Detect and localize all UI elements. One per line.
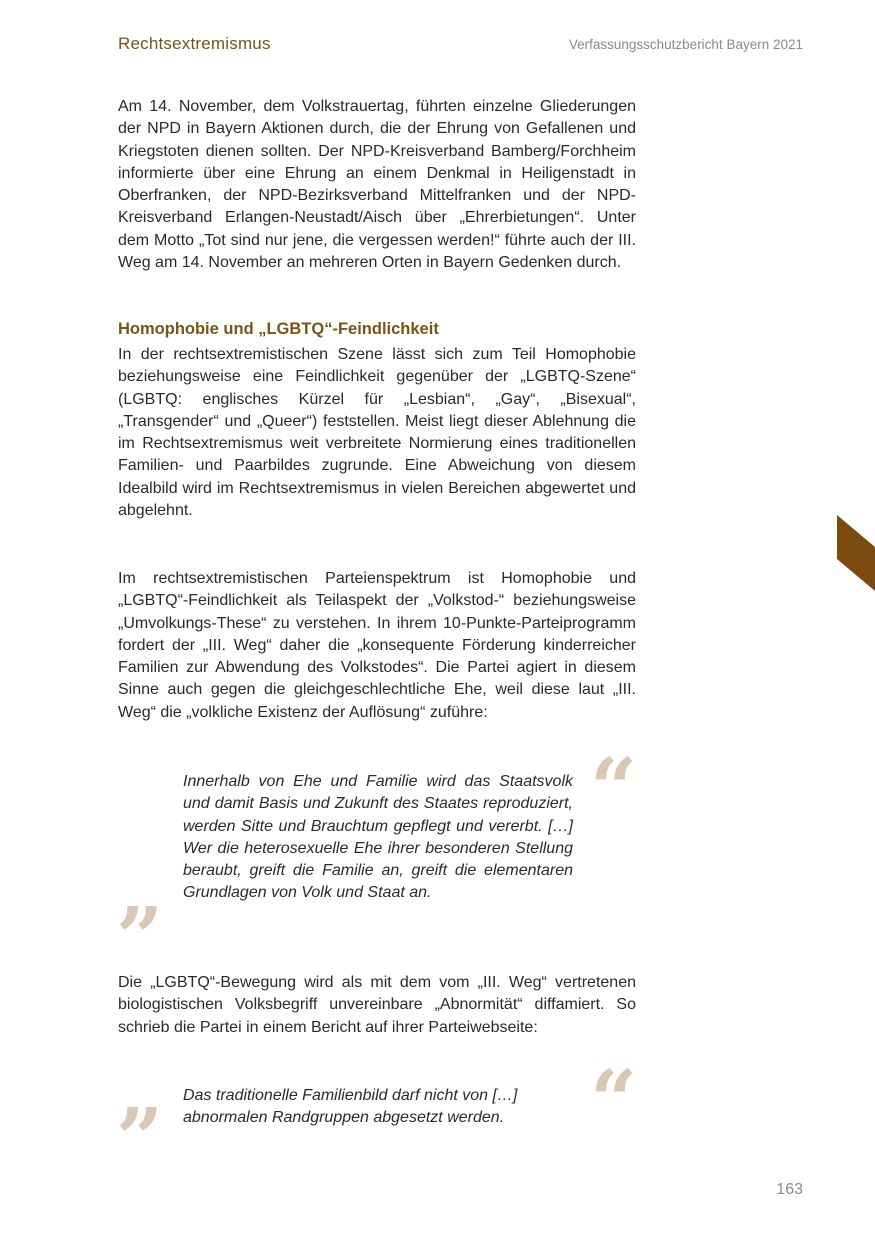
close-quote-icon: ”	[116, 1091, 164, 1187]
close-quote-icon: ”	[116, 890, 164, 986]
paragraph-text: Die „LGBTQ“-Bewegung wird als mit dem vom „III. Weg“ vertretenen biologistischen Volksbegriff unvereinbare „Abnormität“ diffamiert. So schrieb die Partei in einem Bericht auf ihrer Parteiwebseite:	[118, 974, 636, 1036]
quote-text: Das traditionelle Familienbild darf nicht von […] abnormalen Randgruppen abgesetzt werden.	[183, 1087, 518, 1127]
paragraph-volkstrauertag	[118, 96, 636, 274]
block-quote-2	[183, 1085, 573, 1130]
paragraph-homophobie	[118, 344, 636, 522]
block-quote-1	[183, 771, 573, 905]
chapter-tab-marker	[837, 515, 875, 591]
running-header-section: Rechtsextremismus	[118, 34, 271, 53]
paragraph-parteienspektrum	[118, 568, 636, 724]
paragraph-text: In der rechtsextremistischen Szene lässt sich zum Teil Homophobie beziehungsweise eine Feindlichkeit gegenüber der „LGBTQ-Szene“ (LGBTQ: englisches Kürzel für „Lesbian“, „Gay“, „Bisexual“, „Transgender“ und „Queer“) feststellen. Meist liegt dieser Ablehnung die im Rechtsextremismus weit verbreitete Normierung eines traditionellen Familien- und Paarbildes zugrunde. Eine Abweichung von diesem Idealbild wird im Rechtsextremismus in vielen Bereichen abgewertet und abgelehnt.	[118, 346, 636, 520]
open-quote-icon: “	[590, 741, 638, 837]
running-header-publication: Verfassungsschutzbericht Bayern 2021	[568, 37, 803, 52]
section-heading: Homophobie und „LGBTQ“-Feindlichkeit	[118, 320, 439, 338]
paragraph-lgbtq-bewegung	[118, 972, 636, 1039]
open-quote-icon: “	[590, 1053, 638, 1149]
page-number: 163	[776, 1181, 803, 1198]
paragraph-text: Im rechtsextremistischen Parteienspektrum ist Homophobie und „LGBTQ“-Feindlichkeit als Teilaspekt der „Volkstod-“ beziehungsweise „Umvolkungs-These“ zu verstehen. In ihrem 10-Punkte-Parteiprogramm fordert der „III. Weg“ daher die „konsequente Förderung kinderreicher Familien zur Abwendung des Volkstodes“. Die Partei agiert in diesem Sinne auch gegen die gleichgeschlechtliche Ehe, weil diese laut „III. Weg“ die „volkliche Existenz der Auflösung“ zuführe:	[118, 570, 636, 721]
paragraph-text: Am 14. November, dem Volkstrauertag, führten einzelne Gliederungen der NPD in Bayern Aktionen durch, die der Ehrung von Gefallenen und Kriegstoten dienen sollten. Der NPD-Kreisverband Bamberg/Forchheim informierte über eine Ehrung an einem Denkmal in Heiligenstadt in Oberfranken, der NPD-Bezirksverband Mittelfranken und der NPD-Kreisverband Erlangen-Neustadt/Aisch über „Ehrerbietungen“. Unter dem Motto „Tot sind nur jene, die vergessen werden!“ führte auch der III. Weg am 14. November an mehreren Orten in Bayern Gedenken durch.	[118, 98, 636, 272]
quote-text: Innerhalb von Ehe und Familie wird das Staatsvolk und damit Basis und Zukunft des Staates reproduziert, werden Sitte und Brauchtum gepflegt und vererbt. […] Wer die heterosexuelle Ehe ihrer besonderen Stellung beraubt, greift die Familie an, greift die elementaren Grundlagen von Volk und Staat an.	[183, 773, 573, 902]
